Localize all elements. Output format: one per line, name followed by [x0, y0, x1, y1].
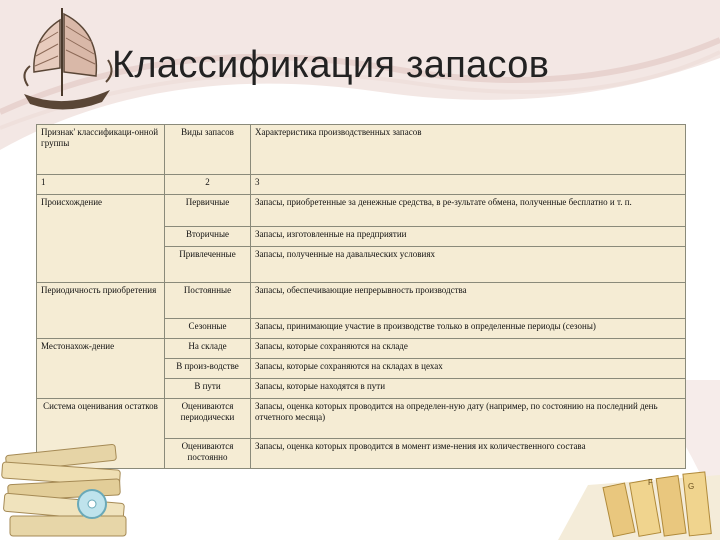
description-cell: Запасы, обеспечивающие непрерывность производства [251, 283, 686, 319]
type-cell: Вторичные [165, 227, 251, 247]
type-cell: Сезонные [165, 319, 251, 339]
svg-text:F: F [648, 478, 653, 487]
page-title: Классификация запасов [112, 44, 550, 86]
type-cell: Оцениваются периодически [165, 399, 251, 439]
description-cell: Запасы, изготовленные на предприятии [251, 227, 686, 247]
header-type: Виды запасов [165, 125, 251, 175]
type-cell: Привлеченные [165, 247, 251, 283]
header-group: Признак' классификаци-онной группы [37, 125, 165, 175]
type-cell: Первичные [165, 195, 251, 227]
description-cell: Запасы, приобретенные за денежные средства, в ре-зультате обмена, полученные бесплатно и т. п. [251, 195, 686, 227]
description-cell: Запасы, которые сохраняются на складе [251, 339, 686, 359]
inventory-classification-table [36, 124, 686, 469]
svg-text:G: G [688, 482, 695, 491]
group-cell: Происхождение [37, 195, 165, 283]
file-stack-icon [0, 438, 150, 540]
type-cell: Оцениваются постоянно [165, 439, 251, 469]
description-cell: Запасы, оценка которых проводится на определен-ную дату (например, по состоянию на последний день отчетного месяца) [251, 399, 686, 439]
table-number-row [37, 175, 686, 195]
header-description: Характеристика производственных запасов [251, 125, 686, 175]
description-cell: Запасы, полученные на давальческих условиях [251, 247, 686, 283]
description-cell: Запасы, принимающие участие в производстве только в определенные периоды (сезоны) [251, 319, 686, 339]
group-cell: Периодичность приобретения [37, 283, 165, 339]
type-cell: Постоянные [165, 283, 251, 319]
description-cell: Запасы, которые находятся в пути [251, 379, 686, 399]
table-row [37, 283, 686, 319]
group-cell: Местонахож-дение [37, 339, 165, 399]
type-cell: В пути [165, 379, 251, 399]
group-cell: Система оценивания остатков [37, 399, 165, 469]
sailing-ship-icon [10, 2, 120, 114]
table-row [37, 339, 686, 359]
column-number: 1 [37, 175, 165, 195]
table-header-row [37, 125, 686, 175]
description-cell: Запасы, оценка которых проводится в момент изме-нения их количественного состава [251, 439, 686, 469]
type-cell: В произ-водстве [165, 359, 251, 379]
type-cell: На складе [165, 339, 251, 359]
table-row [37, 195, 686, 227]
column-number: 2 [165, 175, 251, 195]
filing-cabinet-icon [548, 455, 720, 540]
description-cell: Запасы, которые сохраняются на складах в цехах [251, 359, 686, 379]
column-number: 3 [251, 175, 686, 195]
table-row [37, 399, 686, 439]
